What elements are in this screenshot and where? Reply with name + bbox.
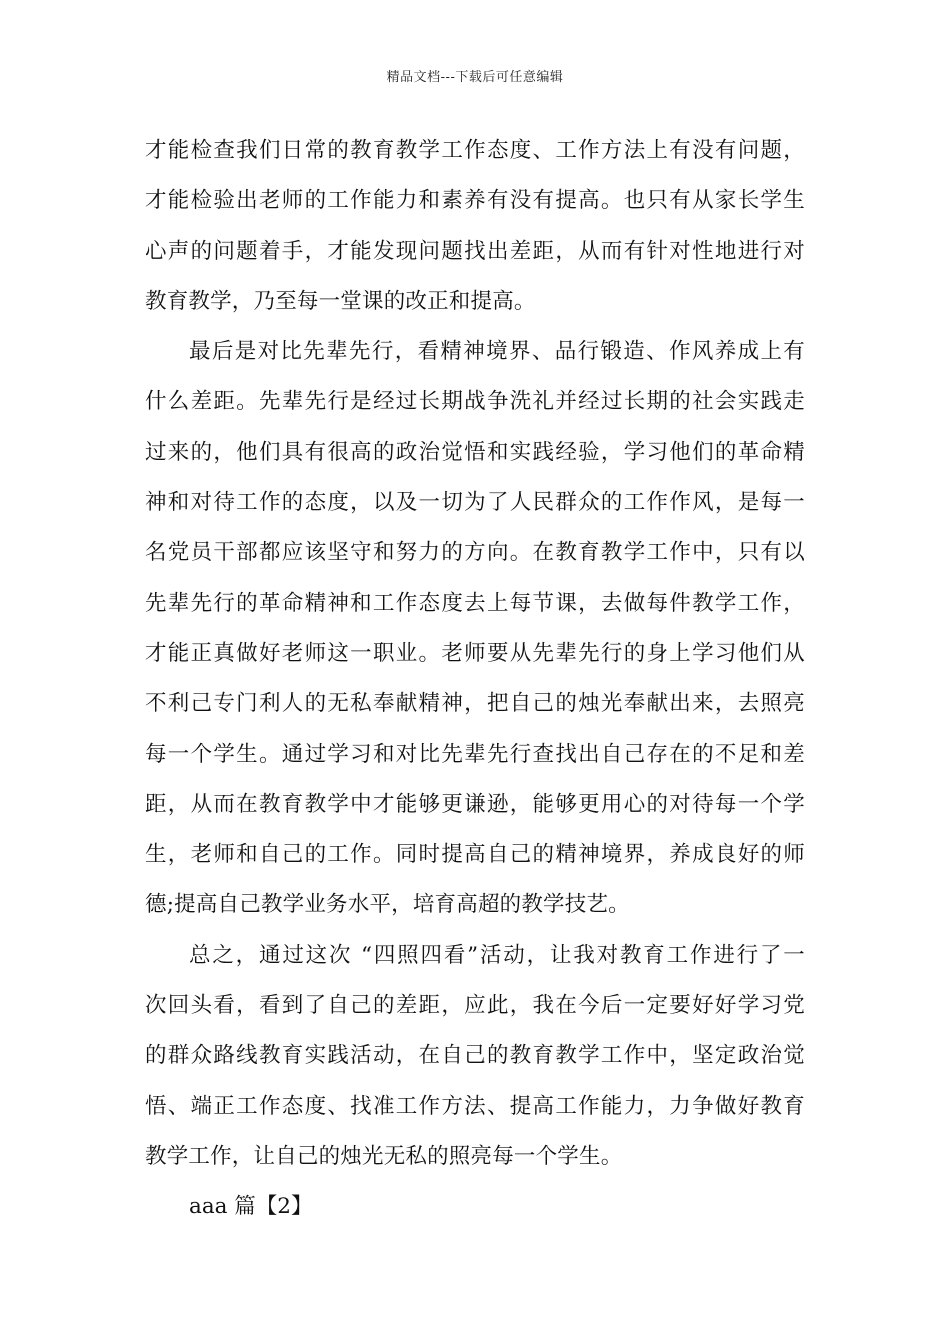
paragraph-1 [145,126,805,327]
paragraph-line: 每一个学生。通过学习和对比先辈先行查找出自己存在的不足和差 [145,741,805,767]
paragraph-line: 不利己专门利人的无私奉献精神，把自己的烛光奉献出来，去照亮 [145,691,805,717]
paragraph-line: 什么差距。先辈先行是经过长期战争洗礼并经过长期的社会实践走 [145,389,805,415]
paragraph-line: 名党员干部都应该坚守和努力的方向。在教育教学工作中，只有以 [145,540,805,566]
paragraph-line: 先辈先行的革命精神和工作态度去上每节课，去做每件教学工作， [145,590,805,616]
paragraph-line: 生，老师和自己的工作。同时提高自己的精神境界，养成良好的师 [145,842,805,868]
paragraph-line: 最后是对比先辈先行，看精神境界、品行锻造、作风养成上有 [189,339,805,365]
paragraph-line: 教育教学，乃至每一堂课的改正和提高。 [145,288,536,314]
paragraph-line: 总之，通过这次 “四照四看”活动，让我对教育工作进行了一 [189,942,805,968]
paragraph-3 [145,931,805,1182]
paragraph-line: 悟、端正工作态度、找准工作方法、提高工作能力，力争做好教育 [145,1093,805,1119]
paragraph-line: 才能正真做好老师这一职业。老师要从先辈先行的身上学习他们从 [145,640,805,666]
paragraph-line: 心声的问题着手，才能发现问题找出差距，从而有针对性地进行对 [145,238,805,264]
paragraph-line: 才能检查我们日常的教育教学工作态度、工作方法上有没有问题， [145,138,805,163]
paragraph-line: 神和对待工作的态度，以及一切为了人民群众的工作作风，是每一 [145,490,805,516]
paragraph-line: 才能检验出老师的工作能力和素养有没有提高。也只有从家长学生 [145,188,805,214]
page-header: 精品文档---下载后可任意编辑 [386,70,564,85]
section-heading: aaa 篇【2】 [189,1194,313,1220]
paragraph-line: 的群众路线教育实践活动，在自己的教育教学工作中，坚定政治觉 [145,1043,805,1069]
document-body [145,126,805,1233]
paragraph-2 [145,327,805,931]
paragraph-line: 德;提高自己教学业务水平，培育高超的教学技艺。 [145,892,630,918]
paragraph-line: 距，从而在教育教学中才能够更谦逊，能够更用心的对待每一个学 [145,791,805,817]
paragraph-line: 次回头看，看到了自己的差距，应此，我在今后一定要好好学习党 [145,993,805,1019]
paragraph-line: 过来的，他们具有很高的政治觉悟和实践经验，学习他们的革命精 [145,439,805,465]
paragraph-line: 教学工作，让自己的烛光无私的照亮每一个学生。 [145,1143,623,1169]
